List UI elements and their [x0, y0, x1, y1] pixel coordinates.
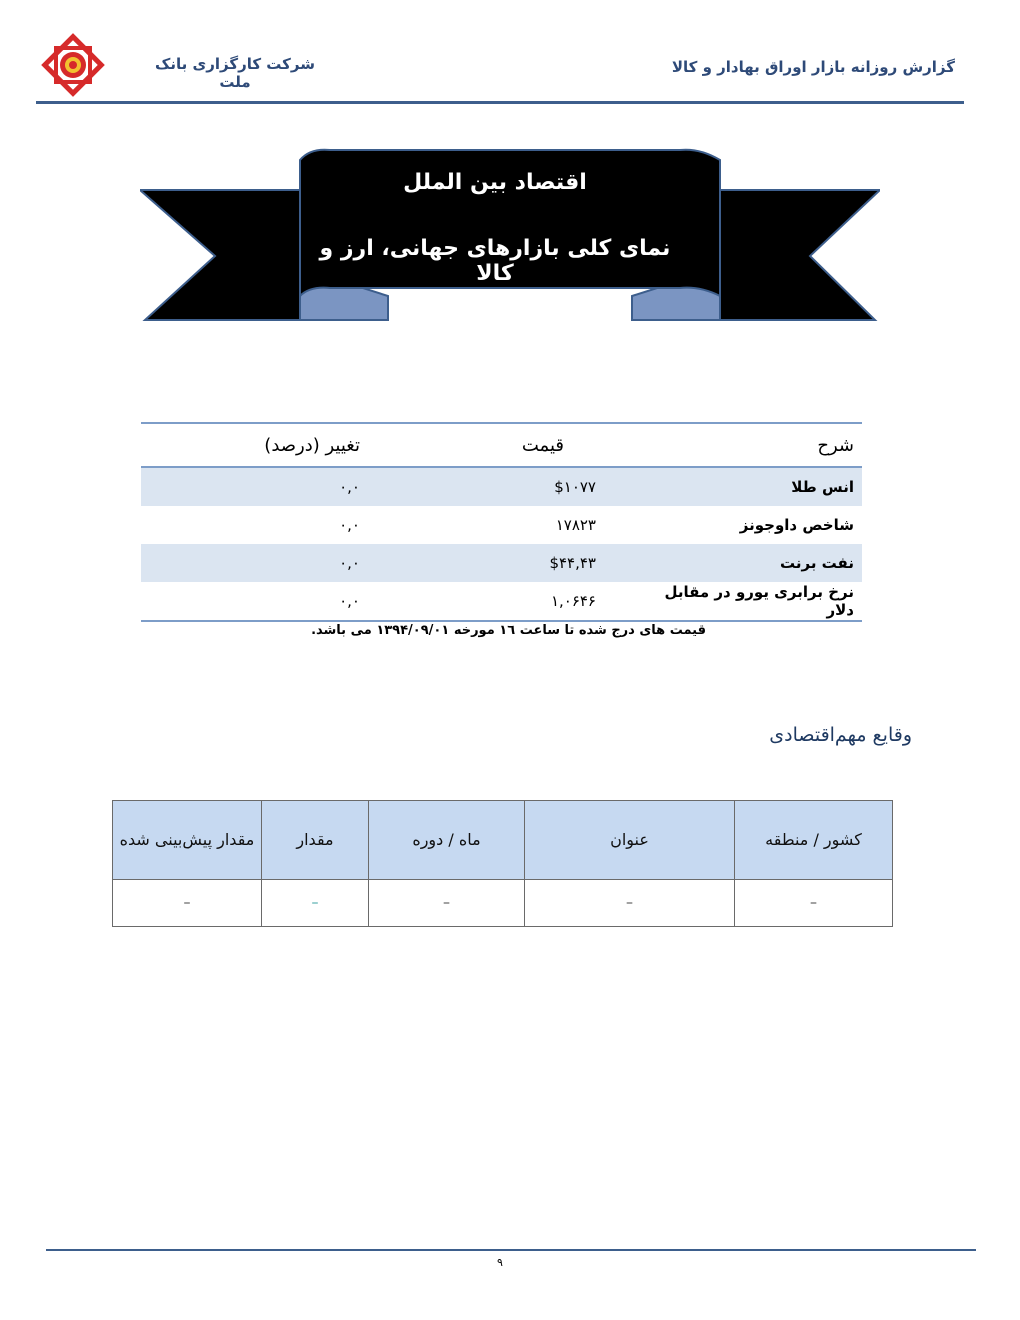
cell-title: – [525, 880, 735, 927]
markets-table-header [141, 424, 862, 468]
table-row [141, 544, 862, 582]
row-price: ۱,۰۶۴۶ [550, 592, 596, 610]
row-change: ۰,۰ [339, 516, 360, 534]
header-divider [36, 101, 964, 104]
row-price: $۴۴,۴۳ [549, 554, 596, 572]
header-forecast: مقدار پیش‌بینی شده [113, 801, 262, 880]
company-name: شرکت کارگزاری بانک ملت [155, 55, 315, 91]
row-price: $۱۰۷۷ [554, 478, 596, 496]
header-title: عنوان [525, 801, 735, 880]
header-country: کشور / منطقه [735, 801, 893, 880]
markets-table [141, 422, 862, 622]
header-period: ماه / دوره [369, 801, 525, 880]
header-change: تغییر (درصد) [264, 434, 360, 456]
banner-subtitle: نمای کلی بازارهای جهانی، ارز و کالا [319, 236, 671, 286]
table-row [113, 880, 893, 927]
footer-divider [46, 1249, 976, 1251]
events-table [112, 800, 893, 927]
row-description: نفت برنت [642, 554, 862, 572]
row-description: انس طلا [642, 478, 862, 496]
cell-amount: – [262, 880, 369, 927]
cell-country: – [735, 880, 893, 927]
page-number: ۹ [497, 1256, 503, 1269]
cell-period: – [369, 880, 525, 927]
row-description: شاخص داوجونز [739, 516, 854, 534]
header-description: شرح [817, 434, 854, 456]
table-row [141, 582, 862, 620]
cell-forecast: – [113, 880, 262, 927]
price-note: قیمت های درج شده تا ساعت ١٦ مورخه ۱۳۹۴/۰۹/۰۱ می باشد. [311, 623, 706, 638]
row-change: ۰,۰ [339, 592, 360, 610]
header-amount: مقدار [262, 801, 369, 880]
company-logo [40, 32, 106, 98]
table-row [141, 468, 862, 506]
table-row [141, 506, 862, 544]
row-price: ۱۷۸۲۳ [555, 516, 596, 534]
row-change: ۰,۰ [339, 554, 360, 572]
header-price: قیمت [521, 434, 564, 456]
events-table-header [113, 801, 893, 880]
row-change: ۰,۰ [339, 478, 360, 496]
row-description: نرخ برابری یورو در مقابل دلار [664, 583, 854, 619]
banner-title: اقتصاد بین الملل [403, 170, 587, 195]
events-heading: وقایع مهم‌اقتصادی [769, 724, 912, 746]
report-title: گزارش روزانه بازار اوراق بهادار و کالا [671, 58, 955, 76]
